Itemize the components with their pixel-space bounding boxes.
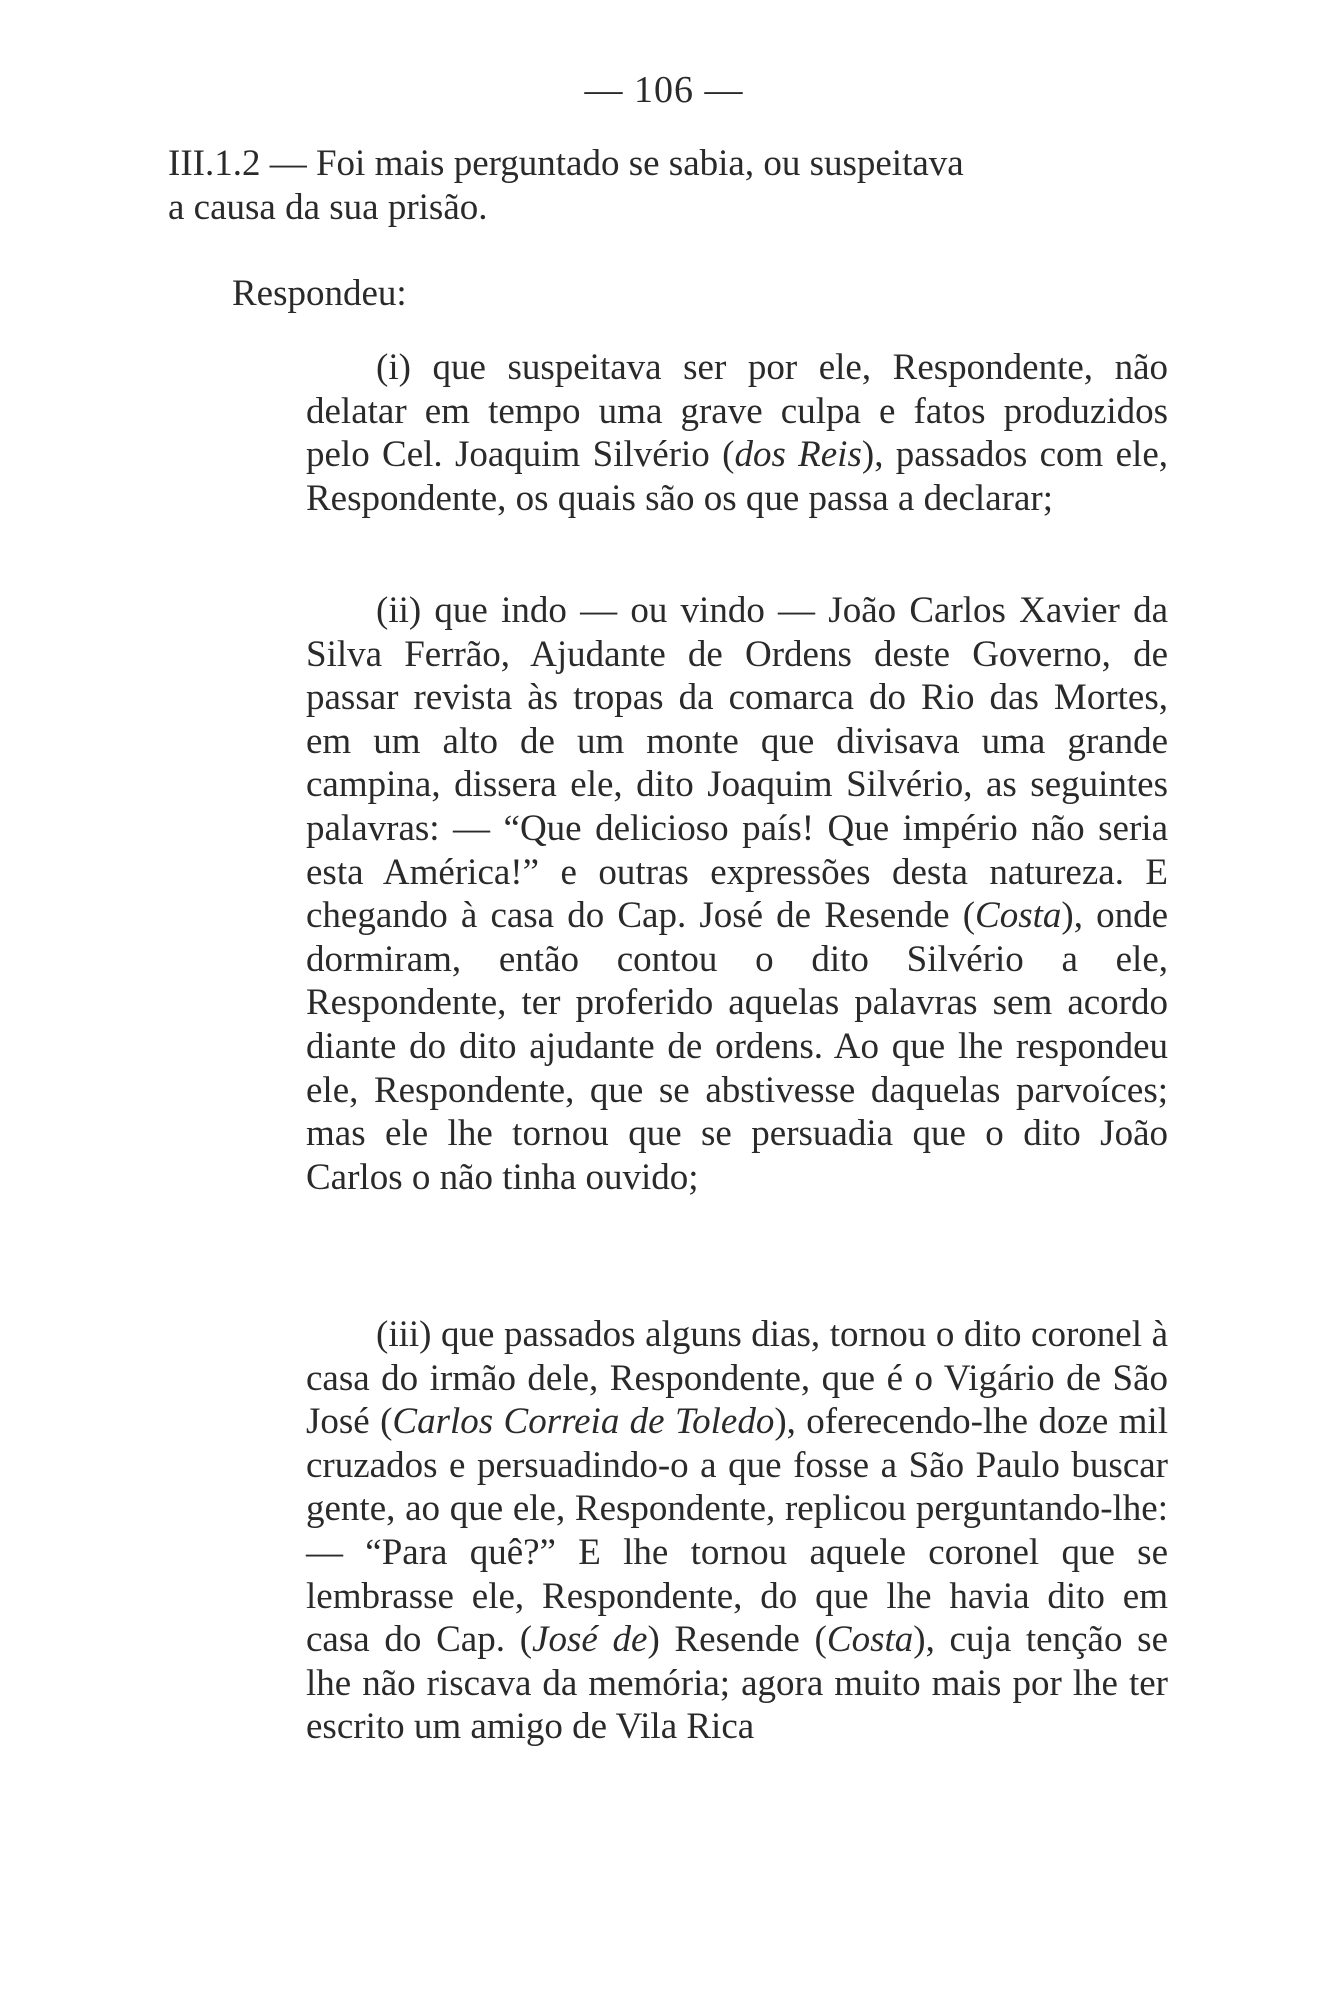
- item-iii-text-2: ), oferecendo-lhe doze mil cruzados e persuadindo-o a que fosse a São Paulo buscar gente, ao que ele, Respondente, replicou perguntando-lhe: — “Para quê?” E lhe tornou aquele coronel que se lembrasse ele, Respondente, do que lhe havia dito em casa do Cap. (: [306, 1401, 1168, 1661]
- item-ii: [306, 589, 1168, 1199]
- item-iii-italic-3: Costa: [826, 1619, 914, 1661]
- item-iii: [306, 1313, 1168, 1749]
- item-ii-italic-1: Costa: [975, 895, 1062, 937]
- page-number: — 106 —: [584, 69, 744, 111]
- item-i-text-2: ), passados com ele, Respondente, os quais são os que passa a declarar;: [306, 434, 1168, 519]
- item-iii-text-4: ), cuja tenção se lhe não riscava da memória; agora muito mais por lhe ter escrito um amigo de Vila Rica: [306, 1619, 1168, 1748]
- section-line-2: a causa da sua prisão.: [168, 186, 488, 228]
- item-iii-text-3: ) Resende (: [647, 1619, 827, 1661]
- item-iii-paragraph: [306, 1313, 1168, 1749]
- item-iii-text-1: (iii) que passados alguns dias, tornou o dito coronel à casa do irmão dele, Respondente, que é o Vigário de São José (: [306, 1314, 1168, 1443]
- item-ii-text-1: (ii) que indo — ou vindo — João Carlos Xavier da Silva Ferrão, Ajudante de Ordens deste Governo, de passar revista às tropas da comarca do Rio das Mortes, em um alto de um monte que divisava uma grande campina, dissera ele, dito Joaquim Silvério, as seguintes palavras: — “Que delicioso país! Que império não seria esta América!” e outras expressões desta natureza. E chegando à casa do Cap. José de Resende (: [306, 590, 1168, 937]
- item-i-text-1: (i) que suspeitava ser por ele, Respondente, não delatar em tempo uma grave culpa e fatos produzidos pelo Cel. Joaquim Silvério (: [306, 347, 1168, 476]
- item-i-italic-1: dos Reis: [734, 434, 862, 476]
- item-ii-text-2: ), onde dormiram, então contou o dito Silvério a ele, Respondente, ter proferido aquelas palavras sem acordo diante do dito ajudante de ordens. Ao que lhe respondeu ele, Respondente, que se abstivesse daquelas parvoíces; mas ele lhe tornou que se persuadia que o dito João Carlos o não tinha ouvido;: [306, 895, 1168, 1198]
- respondeu-label: Respondeu:: [232, 273, 407, 314]
- section-paragraph: [168, 142, 1168, 229]
- item-i: [306, 346, 1168, 520]
- item-ii-paragraph: [306, 589, 1168, 1199]
- item-iii-italic-2: José de: [532, 1619, 648, 1661]
- section-line-1: III.1.2 — Foi mais perguntado se sabia, ou suspeitava: [168, 143, 964, 184]
- item-i-paragraph: [306, 346, 1168, 520]
- item-iii-italic-1: Carlos Correia de Toledo: [392, 1401, 775, 1443]
